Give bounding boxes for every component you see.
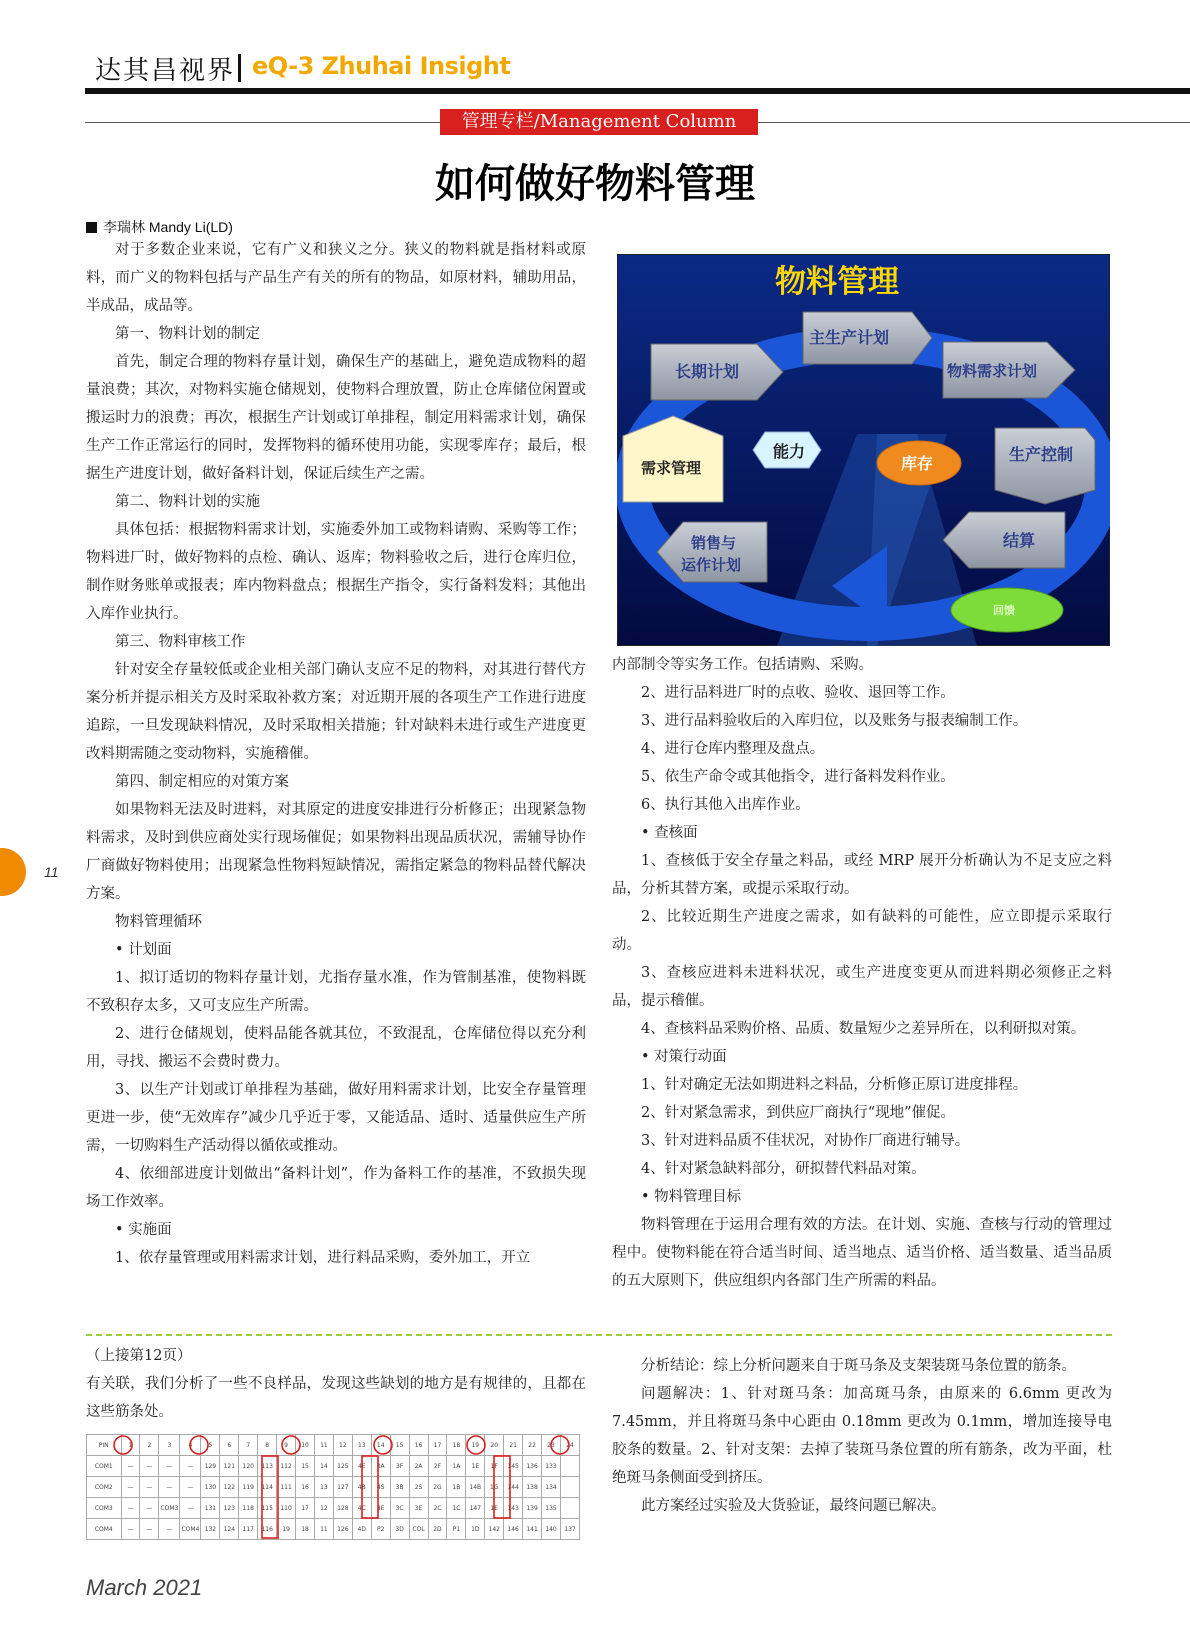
paragraph: 4、查核料品采购价格、品质、数量短少之差异所在，以利研拟对策。 [641, 1021, 1086, 1037]
table-cell: 137 [560, 1519, 579, 1540]
paragraph: 4、进行仓库内整理及盘点。 [641, 741, 825, 757]
table-cell: 1B [447, 1477, 466, 1498]
column-label: 管理专栏/Management Column [440, 109, 758, 135]
paragraph: • 物料管理目标 [641, 1189, 742, 1205]
table-cell: 144 [504, 1477, 523, 1498]
node-demand-label: 需求管理 [641, 459, 702, 477]
paragraph: 第二、物料计划的实施 [115, 494, 260, 510]
table-cell: 16 [409, 1435, 428, 1456]
paragraph: 如果物料无法及时进料，对其原定的进度安排进行分析修正；出现紧急物料需求，及时到供应商处实行现场催促；如果物料出现品质状况，需辅导协作厂商做好物料使用；出现紧急性物料短缺情况，需指定紧急的物料品替代解决方案。 [86, 802, 586, 902]
table-cell: — [140, 1498, 159, 1519]
table-cell: 136 [523, 1456, 542, 1477]
section-divider [86, 1334, 1112, 1336]
table-cell: — [159, 1519, 180, 1540]
table-cell: 112 [277, 1456, 296, 1477]
node-production-control [995, 428, 1095, 504]
table-cell: — [180, 1477, 201, 1498]
author-line [86, 217, 233, 237]
table-cell: 18 [447, 1435, 466, 1456]
table-cell: 4D [352, 1519, 371, 1540]
node-sales-ops-line2: 运作计划 [681, 556, 742, 574]
paragraph: 3、查核应进料未进料状况，或生产进度变更从而进料期必须修正之料品，提示稽催。 [612, 965, 1112, 1009]
table-cell: 133 [542, 1456, 561, 1477]
author-name: 李瑞林 Mandy Li(LD) [103, 219, 233, 235]
table-cell: 2D [428, 1519, 447, 1540]
table-cell: 4E [371, 1498, 390, 1519]
node-sales-ops-line1: 销售与 [691, 534, 737, 552]
table-cell: 4S [371, 1477, 390, 1498]
table-cell: 122 [220, 1477, 239, 1498]
table-cell: 115 [258, 1498, 277, 1519]
paragraph: • 计划面 [115, 942, 172, 958]
table-cell: 4E [352, 1456, 371, 1477]
table-cell: 111 [277, 1477, 296, 1498]
table-cell: 1E [485, 1498, 504, 1519]
table-cell: 23 [542, 1435, 561, 1456]
table-cell: 3E [409, 1498, 428, 1519]
table-cell: 4B [352, 1477, 371, 1498]
table-cell: COM3 [159, 1498, 180, 1519]
continuation-right [612, 1352, 1112, 1520]
table-cell: 2S [409, 1477, 428, 1498]
col-box-1 [262, 1456, 278, 1538]
table-cell: 123 [220, 1498, 239, 1519]
table-cell: 124 [220, 1519, 239, 1540]
table-cell: COM4 [87, 1519, 122, 1540]
paragraph: 1、针对确定无法如期进料之料品，分析修正原订进度排程。 [641, 1077, 1028, 1093]
table-cell: 118 [239, 1498, 258, 1519]
table-cell: 15 [296, 1456, 315, 1477]
table-cell: 121 [220, 1456, 239, 1477]
paragraph: 第一、物料计划的制定 [115, 326, 260, 342]
paragraph: • 对策行动面 [641, 1049, 727, 1065]
table-cell: 9 [277, 1435, 296, 1456]
table-cell: — [121, 1477, 140, 1498]
table-cell: 2G [428, 1477, 447, 1498]
paragraph: 1、查核低于安全存量之料品，或经 MRP 展开分析确认为不足支应之料品，分析其替方案，或提示采取行动。 [612, 853, 1112, 897]
table-cell: 3 [159, 1435, 180, 1456]
table-cell: 139 [523, 1498, 542, 1519]
page-tab-marker [0, 848, 26, 896]
table-cell: 135 [542, 1498, 561, 1519]
paragraph: 此方案经过实验及大货验证，最终问题已解决。 [641, 1498, 946, 1514]
table-cell: 11 [314, 1519, 333, 1540]
table-cell: 120 [239, 1456, 258, 1477]
paragraph: 3、以生产计划或订单排程为基础，做好用料需求计划，比安全存量管理更进一步，使“无效库存”减少几乎近于零，又能适品、适时、适量供应生产所需，一切购料生产活动得以循依或推动。 [86, 1082, 586, 1154]
page-number: 11 [44, 864, 59, 880]
table-cell: 6 [220, 1435, 239, 1456]
pin-circle-10 [282, 1436, 300, 1454]
pin-table-highlights [86, 1434, 580, 1540]
paragraph: 3、进行品料验收后的入库归位，以及账务与报表编制工作。 [641, 713, 1028, 729]
table-cell: 5 [201, 1435, 220, 1456]
table-cell: 2F [428, 1456, 447, 1477]
paragraph: 问题解决：1、针对斑马条：加高斑马条，由原来的 6.6mm 更改为 7.45mm，并且将斑马条中心距由 0.18mm 更改为 0.1mm，增加连接导电胶条的数量。2、针对支架：去掉了装斑马条位置的所有筋条，改为平面，杜绝斑马条侧面受到挤压。 [612, 1386, 1112, 1486]
paragraph: 2、针对紧急需求，到供应厂商执行“现地”催促。 [641, 1105, 956, 1121]
paragraph: 1、依存量管理或用料需求计划，进行料品采购，委外加工，开立 [115, 1250, 531, 1266]
table-cell: 1D [466, 1519, 485, 1540]
paragraph: 首先，制定合理的物料存量计划，确保生产的基础上，避免造成物料的超量浪费；其次，对物料实施仓储规划，使物料合理放置，防止仓库储位闲置或搬运时力的浪费；再次，根据生产计划或订单排程，制定用料需求计划，确保生产工作正常运行的同时，发挥物料的循环使用功能，实现零库存；最后，根据生产进度计划，做好备料计划，保证后续生产之需。 [86, 354, 586, 482]
left-column [86, 236, 586, 1272]
table-cell: COM1 [87, 1456, 122, 1477]
node-production-control-label: 生产控制 [1009, 445, 1074, 464]
table-cell: 14 [371, 1435, 390, 1456]
table-cell: 4C [352, 1498, 371, 1519]
node-master-plan-label: 主生产计划 [809, 328, 890, 347]
table-cell: 14 [314, 1456, 333, 1477]
table-cell: 13 [352, 1435, 371, 1456]
paragraph: • 查核面 [641, 825, 698, 841]
node-long-term-label: 长期计划 [675, 362, 740, 381]
table-cell: — [140, 1519, 159, 1540]
table-cell: 22 [523, 1435, 542, 1456]
table-cell: 132 [201, 1519, 220, 1540]
table-cell: 129 [201, 1456, 220, 1477]
table-cell: 4 [180, 1435, 201, 1456]
table-cell: COM2 [87, 1477, 122, 1498]
table-cell: — [159, 1456, 180, 1477]
continuation-text: 有关联，我们分析了一些不良样品，发现这些缺划的地方是有规律的，且都在这些筋条处。 [86, 1376, 586, 1420]
table-cell: 24 [560, 1435, 579, 1456]
table-cell: 143 [504, 1498, 523, 1519]
table-cell: 7 [239, 1435, 258, 1456]
table-cell: 12 [314, 1498, 333, 1519]
bullet-square-icon [86, 222, 97, 233]
table-cell: 19 [277, 1519, 296, 1540]
node-inventory-label: 库存 [901, 454, 934, 473]
table-cell: 131 [201, 1498, 220, 1519]
table-cell: 141 [523, 1519, 542, 1540]
table-cell: 3F [390, 1456, 409, 1477]
table-cell: 125 [333, 1456, 352, 1477]
paragraph: 2、比较近期生产进度之需求，如有缺料的可能性，应立即提示采取行动。 [612, 909, 1112, 953]
table-cell: PIN [87, 1435, 122, 1456]
node-mrp-label: 物料需求计划 [947, 362, 1038, 380]
table-cell: 3A [371, 1456, 390, 1477]
table-cell: 17 [296, 1498, 315, 1519]
table-cell: 16 [296, 1477, 315, 1498]
table-cell: 13 [314, 1477, 333, 1498]
table-cell: — [140, 1477, 159, 1498]
table-cell: 17 [428, 1435, 447, 1456]
paragraph: • 实施面 [115, 1222, 172, 1238]
node-feedback-label: 回馈 [993, 604, 1015, 617]
table-cell: — [180, 1456, 201, 1477]
table-cell: COL [409, 1519, 428, 1540]
table-cell: 134 [542, 1477, 561, 1498]
table-cell: 119 [239, 1477, 258, 1498]
paragraph: 4、依细部进度计划做出“备料计划”，作为备料工作的基准，不致损失现场工作效率。 [86, 1166, 586, 1210]
table-cell: 1 [121, 1435, 140, 1456]
table-cell: COM4 [180, 1519, 201, 1540]
continuation-label: （上接第12页） [86, 1348, 192, 1364]
table-cell: — [121, 1519, 140, 1540]
paragraph: 对于多数企业来说，它有广义和狭义之分。狭义的物料就是指材料或原料，而广义的物料包括与产品生产有关的所有的物品，如原材料，辅助用品，半成品，成品等。 [86, 242, 586, 314]
table-cell: 12 [333, 1435, 352, 1456]
table-cell: 1G [485, 1477, 504, 1498]
node-capacity-label: 能力 [773, 442, 806, 461]
paragraph: 2、进行仓储规划，使料品能各就其位，不致混乱，仓库储位得以充分利用，寻找、搬运不会费时费力。 [86, 1026, 586, 1070]
table-cell: 11 [314, 1435, 333, 1456]
table-cell: 127 [333, 1477, 352, 1498]
table-cell: 142 [485, 1519, 504, 1540]
table-cell: 20 [485, 1435, 504, 1456]
table-cell: 116 [258, 1519, 277, 1540]
table-cell: 2C [428, 1498, 447, 1519]
pin-circle-15 [374, 1436, 392, 1454]
diagram-title: 物料管理 [775, 264, 899, 300]
table-cell: 14B [466, 1477, 485, 1498]
paragraph: 4、针对紧急缺料部分，研拟替代料品对策。 [641, 1161, 926, 1177]
pin-circle-5 [190, 1436, 208, 1454]
paragraph: 内部制令等实务工作。包括请购、采购。 [612, 657, 873, 673]
table-cell: 1C [447, 1498, 466, 1519]
paragraph: 分析结论：综上分析问题来自于斑马条及支架装斑马条位置的筋条。 [641, 1358, 1076, 1374]
issue-date: March 2021 [86, 1575, 203, 1600]
table-cell: 110 [277, 1498, 296, 1519]
header-divider [238, 54, 241, 82]
pin-circle-20 [467, 1436, 485, 1454]
table-cell: 147 [466, 1498, 485, 1519]
table-cell: P2 [371, 1519, 390, 1540]
paragraph: 针对安全存量较低或企业相关部门确认支应不足的物料，对其进行替代方案分析并提示相关方及时采取补救方案；对近期开展的各项生产工作进行进度追踪，一旦发现缺料情况，及时采取相关措施；针对缺料未进行或生产进度更改料期需随之变动物料，实施稽催。 [86, 662, 586, 762]
pin-table [86, 1434, 580, 1540]
table-cell: 126 [333, 1519, 352, 1540]
table-cell: 117 [239, 1519, 258, 1540]
continuation-left [86, 1342, 586, 1426]
table-cell: 130 [201, 1477, 220, 1498]
paragraph: 1、拟订适切的物料存量计划，尤指存量水准，作为管制基准，使物料既不致积存太多，又可支应生产所需。 [86, 970, 586, 1014]
table-cell: 2 [140, 1435, 159, 1456]
header-rule [85, 88, 1190, 94]
paragraph: 5、依生产命令或其他指令，进行备料发料作业。 [641, 769, 955, 785]
table-cell: 10 [296, 1435, 315, 1456]
table-cell: 18 [296, 1519, 315, 1540]
col-box-2 [362, 1456, 378, 1518]
diagram-svg [617, 254, 1110, 646]
paragraph: 物料管理在于运用合理有效的方法。在计划、实施、查核与行动的管理过程中。使物料能在符合适当时间、适当地点、适当价格、适当数量、适当品质的五大原则下，供应组织内各部门生产所需的料品。 [612, 1217, 1112, 1289]
table-cell: 1E [466, 1456, 485, 1477]
paragraph: 6、执行其他入出库作业。 [641, 797, 810, 813]
pin-circle-24 [551, 1436, 569, 1454]
table-cell: COM3 [87, 1498, 122, 1519]
table-cell: 114 [258, 1477, 277, 1498]
table-cell: 2A [409, 1456, 428, 1477]
table-cell: 3B [390, 1477, 409, 1498]
paragraph: 第四、制定相应的对策方案 [115, 774, 289, 790]
paragraph: 第三、物料审核工作 [115, 634, 246, 650]
table-cell: 15 [390, 1435, 409, 1456]
table-cell: 146 [504, 1519, 523, 1540]
table-cell: — [180, 1498, 201, 1519]
table-cell: — [159, 1477, 180, 1498]
right-column [612, 651, 1112, 1295]
table-cell: 3C [390, 1498, 409, 1519]
paragraph: 2、进行品料进厂时的点收、验收、退回等工作。 [641, 685, 955, 701]
table-cell: 3D [390, 1519, 409, 1540]
paragraph: 3、针对进料品质不佳状况，对协作厂商进行辅导。 [641, 1133, 970, 1149]
table-cell: — [121, 1498, 140, 1519]
table-cell: — [121, 1456, 140, 1477]
table-cell: 138 [523, 1477, 542, 1498]
pin-circle-1 [114, 1436, 132, 1454]
magazine-name-en: eQ-3 Zhuhai Insight [252, 52, 511, 80]
table-cell: 8 [258, 1435, 277, 1456]
table-cell: 113 [258, 1456, 277, 1477]
paragraph: 具体包括：根据物料需求计划，实施委外加工或物料请购、采购等工作；物料进厂时，做好物料的点检、确认、返库；物料验收之后，进行仓库归位，制作财务账单或报表；库内物料盘点；根据生产指令，实行备料发料；其他出入库作业执行。 [86, 522, 586, 622]
node-settlement-label: 结算 [1003, 531, 1036, 550]
article-title: 如何做好物料管理 [435, 160, 755, 207]
table-cell: P1 [447, 1519, 466, 1540]
material-management-diagram [617, 254, 1110, 646]
table-cell: 19 [466, 1435, 485, 1456]
magazine-name-cn: 达其昌视界 [95, 56, 236, 86]
table-cell: 21 [504, 1435, 523, 1456]
table-cell: 1A [447, 1456, 466, 1477]
table-cell: 128 [333, 1498, 352, 1519]
table-cell: 1F [485, 1456, 504, 1477]
col-box-3 [494, 1456, 510, 1518]
table-cell: — [140, 1456, 159, 1477]
table-cell: 145 [504, 1456, 523, 1477]
paragraph: 物料管理循环 [115, 914, 202, 930]
table-cell: 140 [542, 1519, 561, 1540]
